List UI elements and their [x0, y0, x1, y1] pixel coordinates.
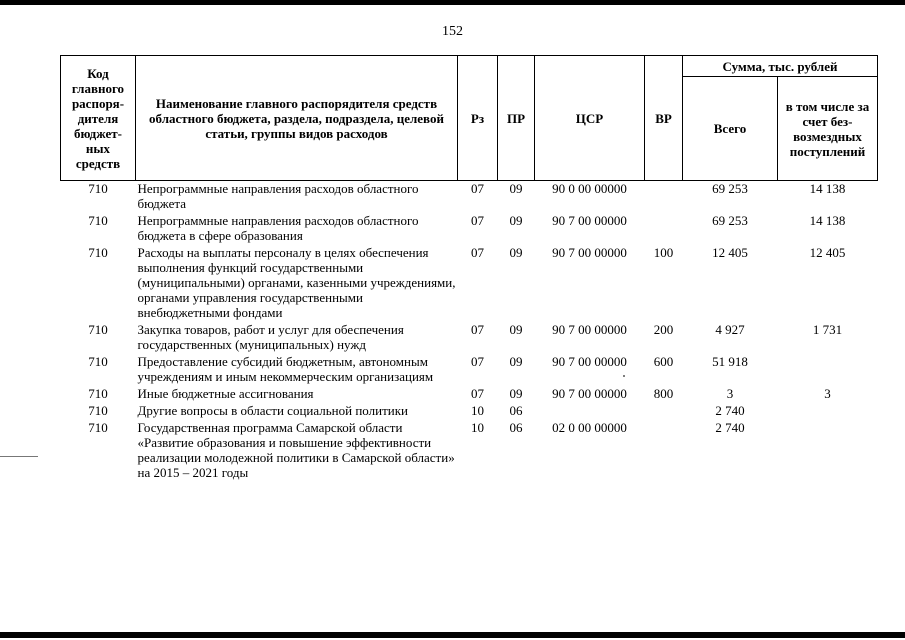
header-csr: ЦСР [535, 56, 645, 181]
cell-csr: 90 7 00 00000 [552, 322, 627, 337]
header-name: Наименование главного распорядителя средств областного бюджета, раздела, подраздела, целевой статьи, группы видов расходов [136, 56, 458, 181]
cell-gratis: 14 138 [809, 181, 846, 196]
cell-vr [645, 213, 683, 245]
cell-csr: 90 7 00 00000 [552, 245, 627, 260]
cell-total: 12 405 [712, 245, 748, 260]
cell-name: Государственная программа Самарской области «Развитие образования и повышение эффективности реализации молодежной политики в Самарской области» на 2015 – 2021 годы [137, 420, 455, 480]
cell-name: Непрограммные направления расходов областного бюджета в сфере образования [137, 213, 419, 243]
cell-name: Предоставление субсидий бюджетным, автономным учреждениям и иным некоммерческим организациям [137, 354, 434, 384]
header-gratis: в том числе за счет без-возмездных поступлений [778, 77, 878, 181]
cell-total: 3 [726, 386, 734, 401]
cell-rz: 07 [471, 213, 484, 228]
cell-rz: 07 [471, 386, 484, 401]
cell-vr [645, 181, 683, 214]
cell-code: 710 [88, 245, 108, 260]
cell-vr: 800 [653, 386, 674, 401]
table-row [61, 322, 878, 354]
cell-rz: 07 [471, 354, 484, 369]
cell-csr: 90 0 00 00000 [552, 181, 627, 196]
cell-total: 2 740 [715, 420, 745, 435]
table-row [61, 420, 878, 482]
cell-vr: 200 [653, 322, 674, 337]
page-number: 152 [442, 24, 463, 39]
cell-csr [535, 403, 645, 420]
top-border [0, 0, 905, 5]
cell-code: 710 [88, 322, 108, 337]
cell-total: 51 918 [712, 354, 748, 369]
cell-gratis [778, 420, 878, 482]
cell-pr: 09 [509, 386, 523, 401]
scan-mark [0, 456, 38, 457]
cell-code: 710 [88, 181, 108, 196]
cell-pr: 06 [509, 420, 523, 435]
cell-pr: 09 [509, 322, 523, 337]
cell-total: 69 253 [712, 181, 748, 196]
cell-rz: 07 [471, 181, 484, 196]
table-body [61, 181, 878, 483]
header-rz: Рз [458, 56, 498, 181]
cell-csr: 90 7 00 00000 [552, 386, 627, 401]
cell-vr: 600 [653, 354, 674, 369]
cell-pr: 09 [509, 245, 523, 260]
cell-code: 710 [88, 213, 108, 228]
cell-name: Другие вопросы в области социальной политики [137, 403, 408, 418]
cell-gratis: 3 [824, 386, 831, 401]
cell-rz: 07 [471, 322, 484, 337]
header-total: Всего [683, 77, 778, 181]
cell-name: Непрограммные направления расходов областного бюджета [137, 181, 419, 211]
cell-total: 4 927 [715, 322, 745, 337]
header-vr: ВР [645, 56, 683, 181]
table-row [61, 181, 878, 214]
header-sum: Сумма, тыс. рублей [683, 56, 878, 77]
cell-rz: 10 [471, 403, 484, 418]
cell-csr: 90 7 00 00000 [552, 354, 627, 369]
table-row [61, 245, 878, 322]
bottom-border [0, 632, 905, 638]
cell-csr: 90 7 00 00000 [552, 213, 627, 228]
cell-vr [645, 420, 683, 482]
cell-pr: 09 [509, 354, 523, 369]
cell-gratis: 14 138 [809, 213, 846, 228]
cell-vr [645, 403, 683, 420]
cell-code: 710 [88, 403, 108, 418]
table-row [61, 386, 878, 403]
header-pr: ПР [498, 56, 535, 181]
cell-gratis [778, 403, 878, 420]
table-row [61, 213, 878, 245]
cell-name: Иные бюджетные ассигнования [137, 386, 314, 401]
cell-name: Закупка товаров, работ и услуг для обеспечения государственных (муниципальных) нужд [137, 322, 404, 352]
cell-pr: 06 [509, 403, 523, 418]
cell-name: Расходы на выплаты персоналу в целях обеспечения выполнения функций государственными (муниципальными) органами, казенными учреждениями, органами управления государственными внебюджетными фондами [137, 245, 456, 320]
table-row [61, 403, 878, 420]
cell-code: 710 [88, 354, 108, 369]
cell-gratis [778, 354, 878, 386]
cell-pr: 09 [509, 181, 523, 196]
cell-gratis: 1 731 [812, 322, 843, 337]
cell-code: 710 [88, 386, 108, 401]
cell-total: 2 740 [715, 403, 745, 418]
cell-rz: 10 [471, 420, 484, 435]
cell-gratis: 12 405 [809, 245, 846, 260]
cell-csr: 02 0 00 00000 [552, 420, 627, 435]
cell-pr: 09 [509, 213, 523, 228]
cell-rz: 07 [471, 245, 484, 260]
cell-vr: 100 [653, 245, 674, 260]
header-code: Код главного распоря-дителя бюджет-ных средств [61, 56, 136, 181]
cell-code: 710 [88, 420, 108, 435]
cell-total: 69 253 [712, 213, 748, 228]
budget-table [60, 55, 878, 482]
table-row [61, 354, 878, 386]
